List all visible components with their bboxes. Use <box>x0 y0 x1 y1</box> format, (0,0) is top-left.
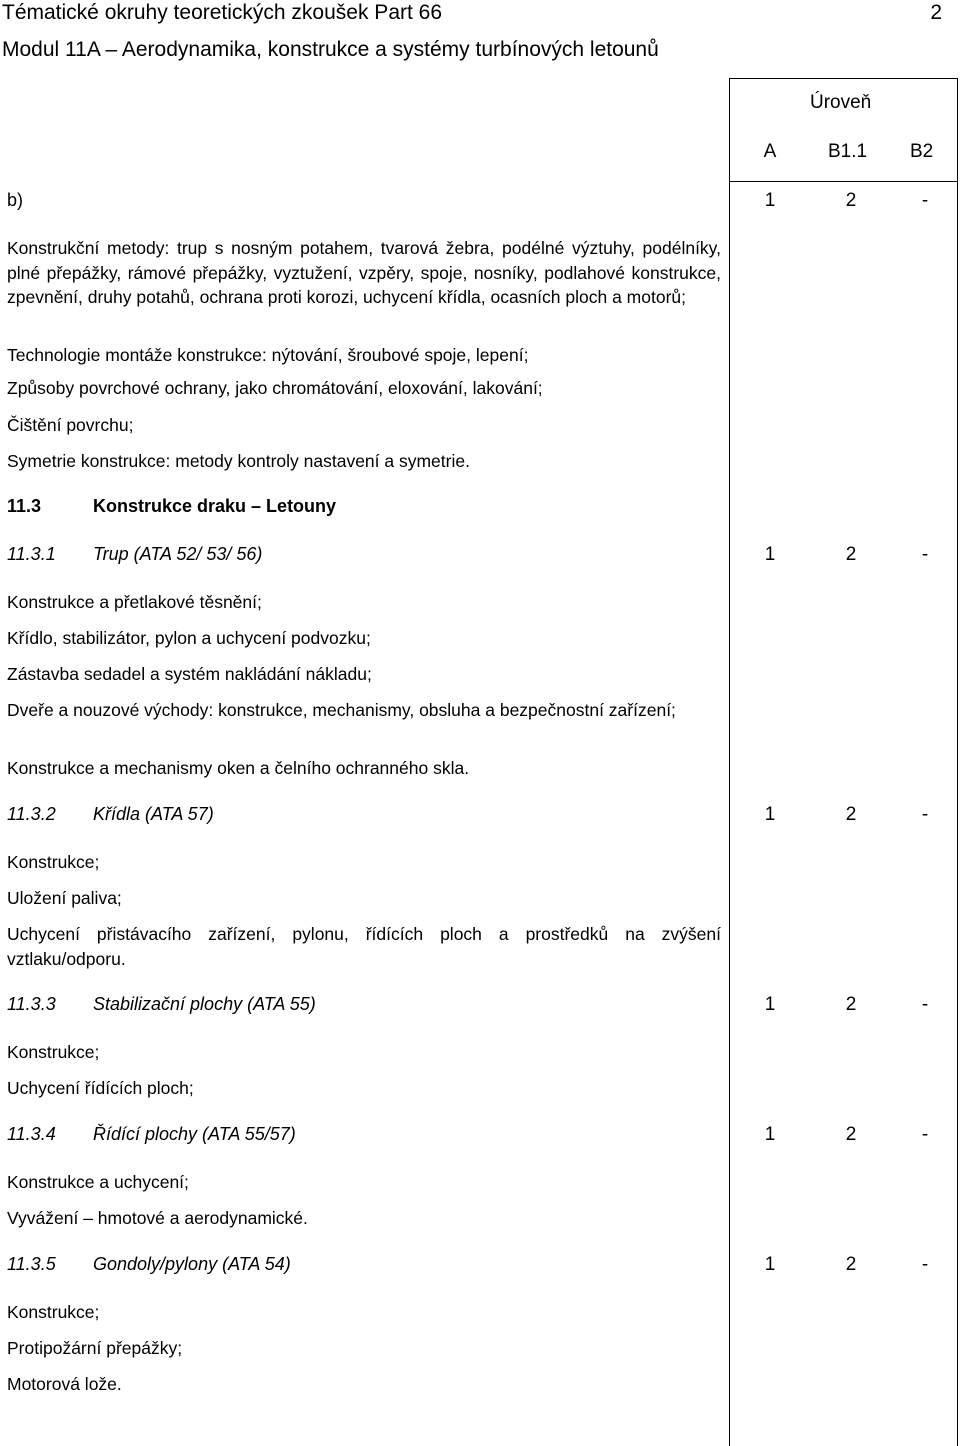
topic-item: Protipožární přepážky; <box>7 1338 183 1358</box>
topic-item: Uložení paliva; <box>7 888 122 908</box>
topic-item: Symetrie konstrukce: metody kontroly nastavení a symetrie. <box>7 451 470 471</box>
level-b1-value: 2 <box>845 994 857 1015</box>
level-b2-value: - <box>921 994 929 1015</box>
section-title: Řídící plochy (ATA 55/57) <box>93 1124 296 1144</box>
level-b2-value: - <box>921 804 929 825</box>
subsection-heading <box>7 994 316 1015</box>
section-title: Konstrukce draku – Letouny <box>93 496 337 516</box>
level-a-value: 1 <box>764 544 776 565</box>
section-heading <box>7 496 336 517</box>
topic-item: Konstrukční metody: trup s nosným potahem, tvarová žebra, podélné výztuhy, podélníky, plné přepážky, rámové přepážky, vyztužení, vzpěry, spoje, nosníky, podlahové konstrukce, zpevnění, druhy potahů, ochrana proti korozi, uchycení křídla, ocasních ploch a motorů; <box>7 238 721 307</box>
page-number: 2 <box>930 1 942 24</box>
section-title: Trup (ATA 52/ 53/ 56) <box>93 544 263 564</box>
topic-item: Konstrukce a přetlakové těsnění; <box>7 592 262 612</box>
level-b1-value: 2 <box>845 190 857 211</box>
level-b1-value: 2 <box>845 804 857 825</box>
level-b2-value: - <box>921 1124 929 1145</box>
topic-item: Konstrukce; <box>7 1042 100 1062</box>
topic-item: Způsoby povrchové ochrany, jako chromátování, eloxování, lakování; <box>7 378 543 398</box>
section-title: Stabilizační plochy (ATA 55) <box>93 994 316 1014</box>
section-number: 11.3.5 <box>7 1254 56 1274</box>
topic-item: Konstrukce a mechanismy oken a čelního ochranného skla. <box>7 758 470 778</box>
subsection-heading <box>7 1124 296 1145</box>
level-b1-value: 2 <box>845 1254 857 1275</box>
subsection-heading <box>7 1254 291 1275</box>
topic-item: Konstrukce; <box>7 1302 100 1322</box>
subsection-heading <box>7 544 262 565</box>
topic-item: Vyvážení – hmotové a aerodynamické. <box>7 1208 308 1228</box>
level-a-value: 1 <box>764 190 776 211</box>
topic-item: Uchycení řídících ploch; <box>7 1078 194 1098</box>
module-title: Modul 11A – Aerodynamika, konstrukce a systémy turbínových letounů <box>2 38 659 61</box>
topic-item: Konstrukce; <box>7 852 100 872</box>
topic-item: Konstrukce a uchycení; <box>7 1172 189 1192</box>
topic-item: Zástavba sedadel a systém nakládání nákladu; <box>7 664 372 684</box>
topic-item: Dveře a nouzové východy: konstrukce, mechanismy, obsluha a bezpečnostní zařízení; <box>7 700 676 720</box>
level-b2-value: - <box>921 190 929 211</box>
level-a-value: 1 <box>764 1124 776 1145</box>
level-b2-header: B2 <box>910 141 934 162</box>
level-a-header: A <box>763 141 777 162</box>
level-heading: Úroveň <box>810 92 872 113</box>
level-a-value: 1 <box>764 994 776 1015</box>
topic-item: Křídlo, stabilizátor, pylon a uchycení podvozku; <box>7 628 371 648</box>
topic-item: Technologie montáže konstrukce: nýtování, šroubové spoje, lepení; <box>7 345 529 365</box>
section-number: 11.3.1 <box>7 544 56 564</box>
section-number: 11.3 <box>7 496 42 516</box>
row-label: b) <box>7 190 24 210</box>
subsection-heading <box>7 804 214 825</box>
level-b2-value: - <box>921 1254 929 1275</box>
topic-item: Čištění povrchu; <box>7 415 134 435</box>
section-number: 11.3.2 <box>7 804 56 824</box>
section-number: 11.3.4 <box>7 1124 56 1144</box>
section-title: Křídla (ATA 57) <box>93 804 214 824</box>
topic-item: Uchycení přistávacího zařízení, pylonu, řídících ploch a prostředků na zvýšení vztlaku/odporu. <box>7 924 721 969</box>
topic-item: Motorová lože. <box>7 1374 122 1394</box>
level-b2-value: - <box>921 544 929 565</box>
section-title: Gondoly/pylony (ATA 54) <box>93 1254 291 1274</box>
level-b1-value: 2 <box>845 1124 857 1145</box>
level-a-value: 1 <box>764 1254 776 1275</box>
level-a-value: 1 <box>764 804 776 825</box>
level-b1-value: 2 <box>845 544 857 565</box>
section-number: 11.3.3 <box>7 994 56 1014</box>
document-title: Tématické okruhy teoretických zkoušek Part 66 <box>2 1 443 24</box>
level-b1-header: B1.1 <box>828 141 868 162</box>
